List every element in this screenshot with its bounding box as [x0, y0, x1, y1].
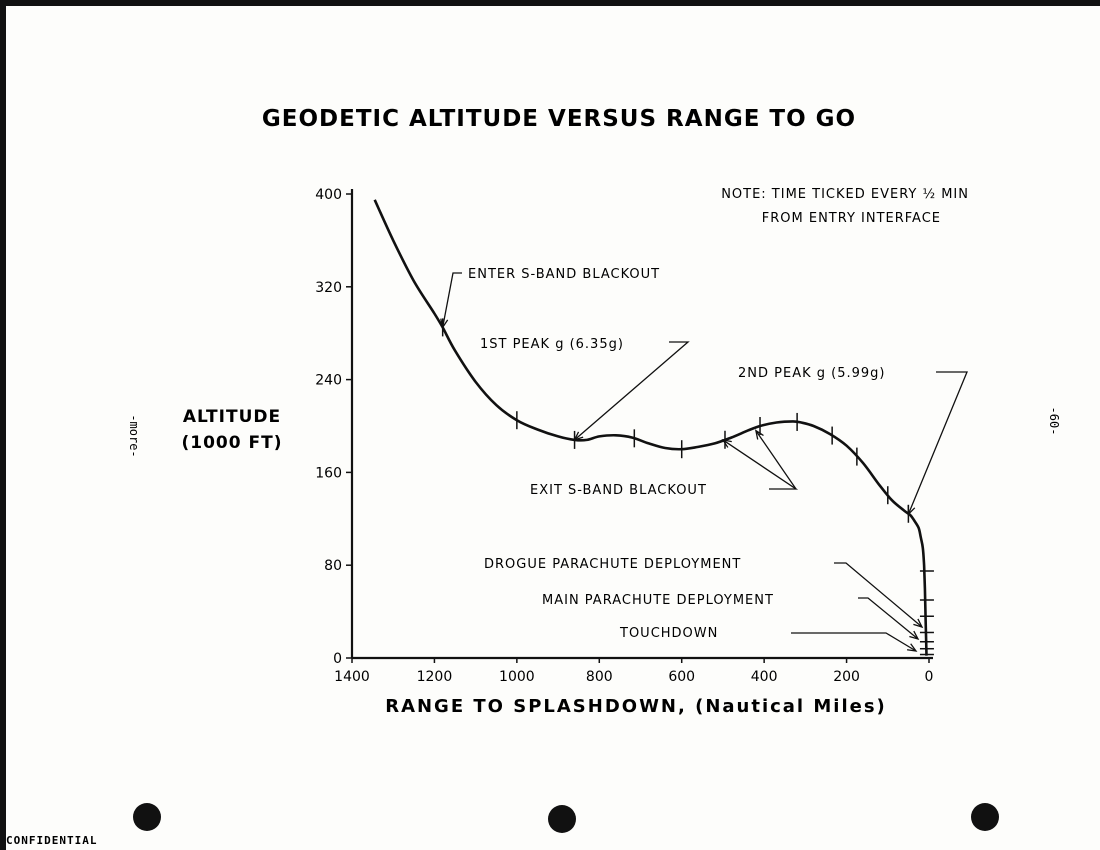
y-tick-label: 80 — [324, 558, 342, 575]
footer-classification: CONFIDENTIAL — [6, 834, 98, 847]
x-tick-label: 800 — [585, 669, 613, 685]
annotation-second-peak-g-leader — [908, 372, 967, 514]
annotation-main-chute-label: MAIN PARACHUTE DEPLOYMENT — [542, 593, 774, 608]
annotation-touchdown-label: TOUCHDOWN — [620, 626, 719, 641]
binder-hole-right — [971, 803, 999, 831]
y-tick-label: 240 — [315, 372, 342, 389]
x-axis-label: RANGE TO SPLASHDOWN, (Nautical Miles) — [385, 696, 887, 717]
annotation-first-peak-g-leader — [575, 342, 688, 440]
annotation-first-peak-g-label: 1ST PEAK g (6.35g) — [480, 337, 624, 352]
right-margin-page-number: -60- — [1047, 406, 1061, 436]
annotation-drogue-chute — [484, 557, 922, 627]
annotation-drogue-chute-label: DROGUE PARACHUTE DEPLOYMENT — [484, 557, 742, 572]
y-tick-label: 0 — [333, 651, 342, 667]
y-axis-label-line2: (1000 FT) — [181, 433, 283, 453]
y-tick-label: 320 — [315, 279, 342, 296]
axes — [352, 189, 933, 658]
x-tick-label: 400 — [750, 669, 778, 685]
annotation-second-peak-g-label: 2ND PEAK g (5.99g) — [738, 366, 886, 381]
binder-hole-left — [133, 803, 161, 831]
annotation-main-chute — [542, 593, 918, 639]
annotation-second-peak-g — [738, 366, 967, 514]
annotation-touchdown — [619, 626, 916, 651]
y-tick-label: 160 — [315, 465, 342, 482]
annotation-enter-sband — [441, 267, 660, 327]
annotation-touchdown-leader — [791, 633, 916, 651]
y-tick-label: 400 — [315, 187, 342, 203]
x-tick-label: 600 — [668, 669, 696, 685]
y-axis-label-line1: ALTITUDE — [182, 407, 282, 427]
annotation-exit-sband-leader — [723, 440, 796, 489]
annotation-enter-sband-leader — [443, 273, 462, 327]
x-tick-label: 1400 — [334, 669, 370, 685]
annotation-exit-sband-label: EXIT S-BAND BLACKOUT — [530, 483, 707, 498]
chart-title: GEODETIC ALTITUDE VERSUS RANGE TO GO — [261, 106, 857, 132]
note-line1: NOTE: TIME TICKED EVERY ½ MIN — [721, 187, 969, 202]
note-line2: FROM ENTRY INTERFACE — [761, 211, 941, 226]
annotation-enter-sband-label: ENTER S-BAND BLACKOUT — [468, 267, 661, 282]
annotation-exit-sband — [530, 431, 796, 498]
annotations — [441, 267, 967, 651]
x-tick-label: 200 — [833, 669, 860, 685]
x-tick-label: 1000 — [499, 669, 535, 685]
left-margin-more-text: -more- — [127, 414, 141, 458]
x-tick-label: 0 — [924, 669, 934, 685]
annotation-exit-sband-leader-2 — [756, 431, 796, 489]
annotation-first-peak-g — [480, 337, 688, 440]
binder-hole-center — [548, 805, 576, 833]
annotation-drogue-chute-leader — [834, 563, 922, 627]
annotation-touchdown-arrowhead — [907, 644, 916, 651]
x-tick-label: 1200 — [416, 669, 453, 685]
altitude-chart — [6, 6, 1100, 850]
